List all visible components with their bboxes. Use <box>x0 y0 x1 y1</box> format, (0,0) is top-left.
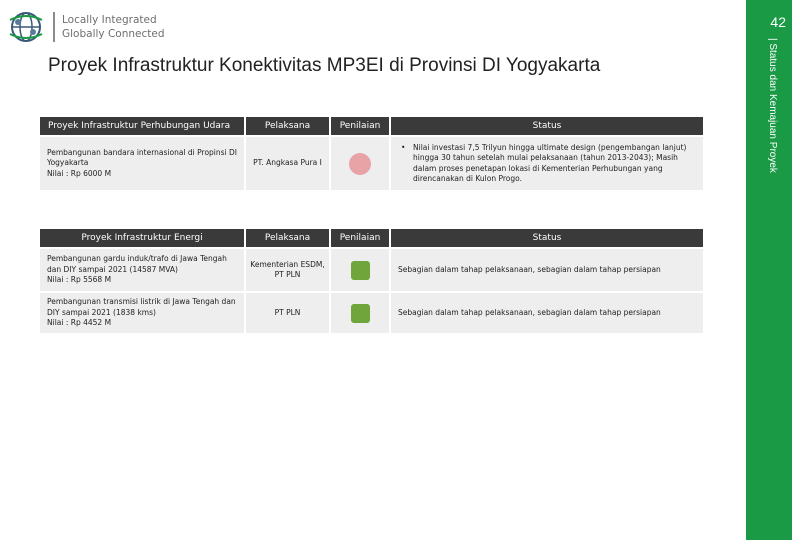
section-label: | Status dan Kemajuan Proyek <box>767 38 778 173</box>
status-bullet: • Nilai investasi 7,5 Trilyun hingga ultimate design (pengembangan lanjut) hingga 30 tahun setelah mulai pelaksanaan (tahun 2013-2043); Masih dalam proses penetapan lokasi di Kementerian Perhubungan yang direncanakan di Kulon Progo. <box>401 143 697 184</box>
page-number: 42 <box>770 14 786 30</box>
logo-text-line1: Locally Integrated <box>62 14 157 26</box>
project-cell: Pembangunan transmisi listrik di Jawa Tengah dan DIY sampai 2021 (1838 kms) Nilai : Rp 4452 M <box>40 293 244 333</box>
header-status-udara: Status <box>391 117 703 135</box>
header-pelaksana-udara: Pelaksana <box>246 117 329 135</box>
header-pelaksana-energi: Pelaksana <box>246 229 329 247</box>
pelaksana-cell: PT. Angkasa Pura I <box>246 137 329 190</box>
pelaksana-cell: Kementerian ESDM, PT PLN <box>246 249 329 291</box>
pelaksana-cell: PT PLN <box>246 293 329 333</box>
header-status-energi: Status <box>391 229 703 247</box>
rating-indicator-green <box>351 304 370 323</box>
project-cell: Pembangunan gardu induk/trafo di Jawa Tengah dan DIY sampai 2021 (14587 MVA) Nilai : Rp 5568 M <box>40 249 244 291</box>
globe-icon <box>8 10 44 44</box>
status-cell <box>391 137 703 190</box>
logo-divider <box>53 12 55 42</box>
logo-text-line2: Globally Connected <box>62 28 165 40</box>
rating-indicator-pink <box>349 153 371 175</box>
logo <box>8 8 165 44</box>
rating-cell <box>331 249 389 291</box>
rating-cell <box>331 137 389 190</box>
status-list <box>395 143 697 184</box>
header-project-energi: Proyek Infrastruktur Energi <box>40 229 244 247</box>
header-project-udara: Proyek Infrastruktur Perhubungan Udara <box>40 117 244 135</box>
page-title: Proyek Infrastruktur Konektivitas MP3EI di Provinsi DI Yogyakarta <box>48 55 601 76</box>
status-cell: Sebagian dalam tahap pelaksanaan, sebagian dalam tahap persiapan <box>391 249 703 291</box>
rating-indicator-green <box>351 261 370 280</box>
header-penilaian-udara: Penilaian <box>331 117 389 135</box>
status-cell: Sebagian dalam tahap pelaksanaan, sebagian dalam tahap persiapan <box>391 293 703 333</box>
project-cell: Pembangunan bandara internasional di Propinsi DI Yogyakarta Nilai : Rp 6000 M <box>40 137 244 190</box>
header-penilaian-energi: Penilaian <box>331 229 389 247</box>
rating-cell <box>331 293 389 333</box>
